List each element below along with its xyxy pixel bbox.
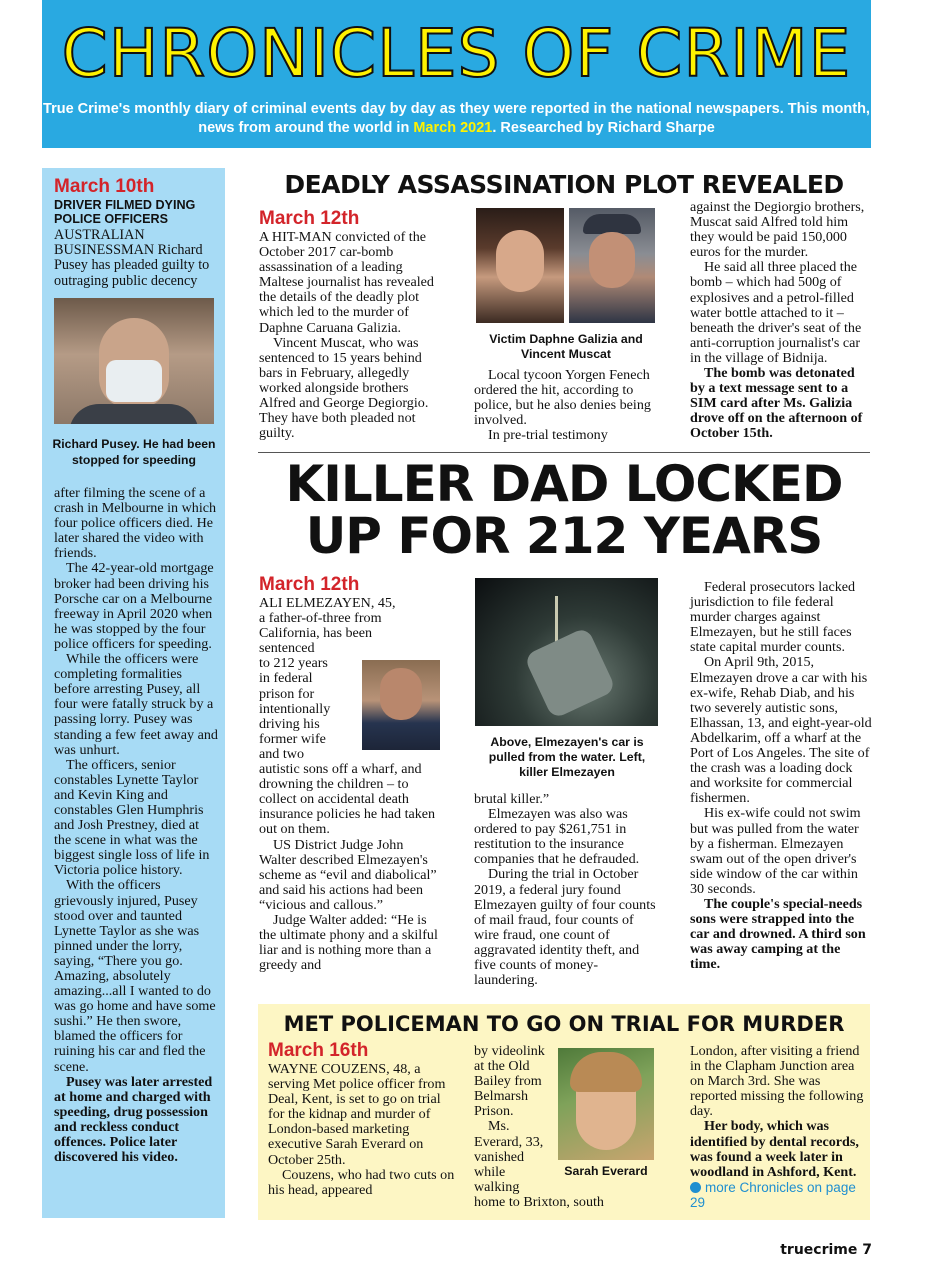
story2-intro-line: ALI ELMEZAYEN, 45, — [259, 595, 396, 611]
story3-column-3 — [690, 1044, 866, 1210]
footer-brand: truecrime — [780, 1242, 858, 1258]
story3-wrap-line: Bailey from — [474, 1073, 542, 1090]
story3-bold-ending: Her body, which was identified by dental records, was found a week later in woodland in Ashford, Kent. — [690, 1118, 859, 1180]
intro-date-highlight: March 2021 — [413, 120, 493, 136]
vincent-muscat-photo — [569, 208, 655, 323]
page-number: 7 — [862, 1242, 872, 1258]
story3-wrap-line: Prison. — [474, 1103, 514, 1120]
story3-box — [258, 1004, 870, 1220]
story3-headline: MET POLICEMAN TO GO ON TRIAL FOR MURDER — [283, 1012, 845, 1036]
story3-paragraph: WAYNE COUZENS, 48, a serving Met police officer from Deal, Kent, is set to go on trial for the kidnap and murder of London-based marketing executive Sarah Everard on October 25th. — [268, 1061, 446, 1168]
page-footer — [780, 1242, 872, 1258]
story2-intro-line: sentenced — [259, 640, 315, 657]
story2-wrap-line: to 212 years — [259, 655, 328, 672]
story3-wrap-line: at the Old — [474, 1058, 530, 1075]
more-chronicles-link[interactable] — [690, 1180, 866, 1210]
story3-wrap-line: by videolink — [474, 1043, 545, 1059]
sidebar-paragraph: The 42-year-old mortgage broker had been driving his Porsche car on a Melbourne freeway in April 2020 when he was stopped by the four police officers for speeding. — [54, 560, 214, 652]
story3-photo-caption: Sarah Everard — [564, 1164, 648, 1178]
story1-paragraph: Local tycoon Yorgen Fenech ordered the hit, according to police, but he also denies being involved. — [474, 367, 651, 429]
story2-intro-line: a father-of-three from — [259, 610, 382, 627]
photo-mask — [106, 360, 162, 402]
story2-wrap-line: prison for — [259, 685, 315, 702]
story2-headline-line2: UP FOR 212 YEARS — [305, 507, 823, 565]
story3-wrap-line: Everard, 33, — [474, 1133, 544, 1150]
story1-photo-caption: Victim Daphne Galizia and Vincent Muscat — [489, 332, 643, 361]
story2-paragraph: His ex-wife could not swim but was pulled from the water by a fisherman. Elmezayen swam out of the open driver's side window of the car within 30 seconds. — [690, 805, 861, 897]
story1-column-3 — [690, 200, 872, 442]
story2-paragraph: US District Judge John Walter described Elmezayen's scheme as “evil and diabolical” and said his actions had been “vicious and callous.” — [259, 836, 437, 913]
sidebar-story — [42, 168, 225, 1218]
story1-paragraph: He said all three placed the bomb – which had 500g of explosives and a petrol-filled water bottle attached to it – beneath the driver's seat of the anti-corruption journalist's car in the village of Bidnija. — [690, 259, 862, 366]
sidebar-body — [54, 486, 219, 1165]
intro-text — [42, 100, 871, 138]
story3-wrap-line: Ms. — [488, 1118, 510, 1135]
story1-headline: DEADLY ASSASSINATION PLOT REVEALED — [284, 170, 844, 199]
daphne-galizia-photo — [476, 208, 564, 323]
story2-paragraph: brutal killer.” — [474, 791, 550, 807]
story1-column-1 — [259, 208, 447, 441]
story2-paragraph: Elmezayen was also was ordered to pay $261,751 in restitution to the insurance companies that he defrauded. — [474, 806, 640, 868]
masthead-title: CHRONICLES OF CRIME — [61, 15, 852, 92]
more-chronicles-text: more Chronicles on page 29 — [690, 1179, 856, 1210]
sidebar-paragraph: after filming the scene of a crash in Melbourne in which four police officers died. He later shared the video with friends. — [54, 485, 217, 562]
story2-wrap-line: in federal — [259, 670, 313, 687]
story2-column-3 — [690, 580, 872, 972]
story1-paragraph: Vincent Muscat, who was sentenced to 15 years behind bars in February, allegedly worked alongside brothers Alfred and George Degiorgio. They have both pleaded not guilty. — [259, 334, 429, 442]
sidebar-date: March 10th — [54, 176, 155, 197]
story2-paragraph: On April 9th, 2015, Elmezayen drove a car with his ex-wife, Rehab Diab, and his two severely autistic sons, Elhassan, 13, and eight-year-old Abdelkarim, off a wharf at the Port of Los Angeles. The site of the crash was a loading dock and worksite for commercial fishermen. — [690, 654, 872, 807]
story2-wrap-line: intentionally — [259, 700, 331, 717]
sidebar-headline: DRIVER FILMED DYING POLICE OFFICERS — [54, 198, 196, 226]
story1-paragraph: A HIT-MAN convicted of the October 2017 car-bomb assassination of a leading Maltese journalist has revealed the details of the deadly plot which led to the murder of Daphne Caruana Galizia. — [259, 229, 434, 336]
story3-wrap-line: Belmarsh — [474, 1088, 529, 1105]
story3-date: March 16th — [268, 1040, 369, 1061]
story2-headline — [258, 455, 870, 565]
story1-paragraph: In pre-trial testimony — [488, 427, 608, 444]
story2-wrap-line: and two — [259, 745, 305, 762]
story3-wrap-line: home to Brixton, south — [474, 1193, 604, 1210]
section-divider — [258, 452, 870, 453]
story3-paragraph: Couzens, who had two cuts on his head, appeared — [268, 1166, 455, 1198]
story3-wrap-line: walking — [474, 1178, 520, 1195]
story2-paragraph: Judge Walter added: “He is the ultimate phony and a skilful liar and is nothing more than a greedy and — [259, 911, 438, 974]
car-pulled-from-water-photo — [475, 578, 658, 726]
story2-paragraph: autistic sons off a wharf, and drowning the children – to collect on accidental death insurance policies he had taken out on them. — [259, 761, 436, 838]
story3-wrap-line: while — [474, 1163, 506, 1180]
ali-elmezayen-photo — [362, 660, 440, 750]
story3-paragraph: London, after visiting a friend in the Clapham Junction area on March 3rd. She was reported missing the following day. — [690, 1043, 864, 1120]
story1-date: March 12th — [259, 208, 360, 229]
story2-paragraph: Federal prosecutors lacked jurisdiction to file federal murder charges against Elmezayen, but he still faces state capital murder counts. — [690, 579, 856, 656]
story1-column-2 — [474, 368, 658, 443]
sidebar-paragraph: While the officers were completing formalities before arresting Pusey, all four were fatally struck by a passing lorry. Pusey was standing a few feet away and was unhurt. — [54, 651, 218, 758]
story2-paragraph: During the trial in October 2019, a federal jury found Elmezayen guilty of four counts of mail fraud, four counts of wire fraud, one count of aggravated identity theft, and five counts of money-laundering. — [474, 866, 656, 989]
bullet-dot-icon — [690, 1182, 701, 1193]
sidebar-photo-caption: Richard Pusey. He had been stopped for speeding — [52, 437, 216, 467]
story2-date: March 12th — [259, 574, 360, 595]
photo-shirt — [69, 404, 199, 424]
story2-column-1 — [259, 574, 443, 973]
story2-bold-ending: The couple's special-needs sons were strapped into the car and drowned. A third son was away camping at the time. — [690, 895, 866, 973]
intro-part1: True Crime's monthly diary of criminal events day by day as they were reported in the national newspapers. This month, news from around the world in — [43, 101, 870, 136]
story2-wrap-line: driving his — [259, 715, 320, 732]
story2-wrap-line: former wife — [259, 730, 326, 747]
story2-intro-line: California, has been — [259, 625, 373, 642]
story1-paragraph: against the Degiorgio brothers, Muscat said Alfred told him they would be paid 150,000 euros for the murder. — [690, 199, 865, 261]
story1-bold-ending: The bomb was detonated by a text message sent to a SIM card after Ms. Galizia drove off on the afternoon of October 15th. — [690, 365, 863, 442]
sidebar-paragraph: With the officers grievously injured, Pusey stood over and taunted Lynette Taylor as she was pinned under the lorry, saying, “There you go. Amazing, absolutely amazing...all I wanted to do was go home and have some sushi.” He then swore, blamed the officers for ruining his car and fled the scene. — [54, 877, 216, 1075]
sarah-everard-photo — [558, 1048, 654, 1160]
story2-headline-line1: KILLER DAD LOCKED — [285, 455, 843, 513]
story2-column-2 — [474, 792, 658, 988]
story3-wrap-line: vanished — [474, 1148, 525, 1165]
richard-pusey-photo — [54, 298, 214, 424]
story3-column-1 — [268, 1040, 456, 1198]
story2-photo-caption: Above, Elmezayen's car is pulled from the water. Left, killer Elmezayen — [488, 735, 646, 779]
sidebar-paragraph: The officers, senior constables Lynette Taylor and Kevin King and constables Glen Humphris and Josh Prestney, died at the scene in what was the biggest single loss of life in Victoria police history. — [54, 756, 210, 879]
sidebar-lead: AUSTRALIAN BUSINESSMAN Richard Pusey has pleaded guilty to outraging public decency — [54, 227, 210, 289]
intro-part2: . Researched by Richard Sharpe — [492, 120, 715, 136]
sidebar-bold-ending: Pusey was later arrested at home and charged with speeding, drug possession and reckless conduct offences. Police later discovered his video. — [54, 1073, 213, 1166]
masthead-banner — [42, 0, 871, 148]
